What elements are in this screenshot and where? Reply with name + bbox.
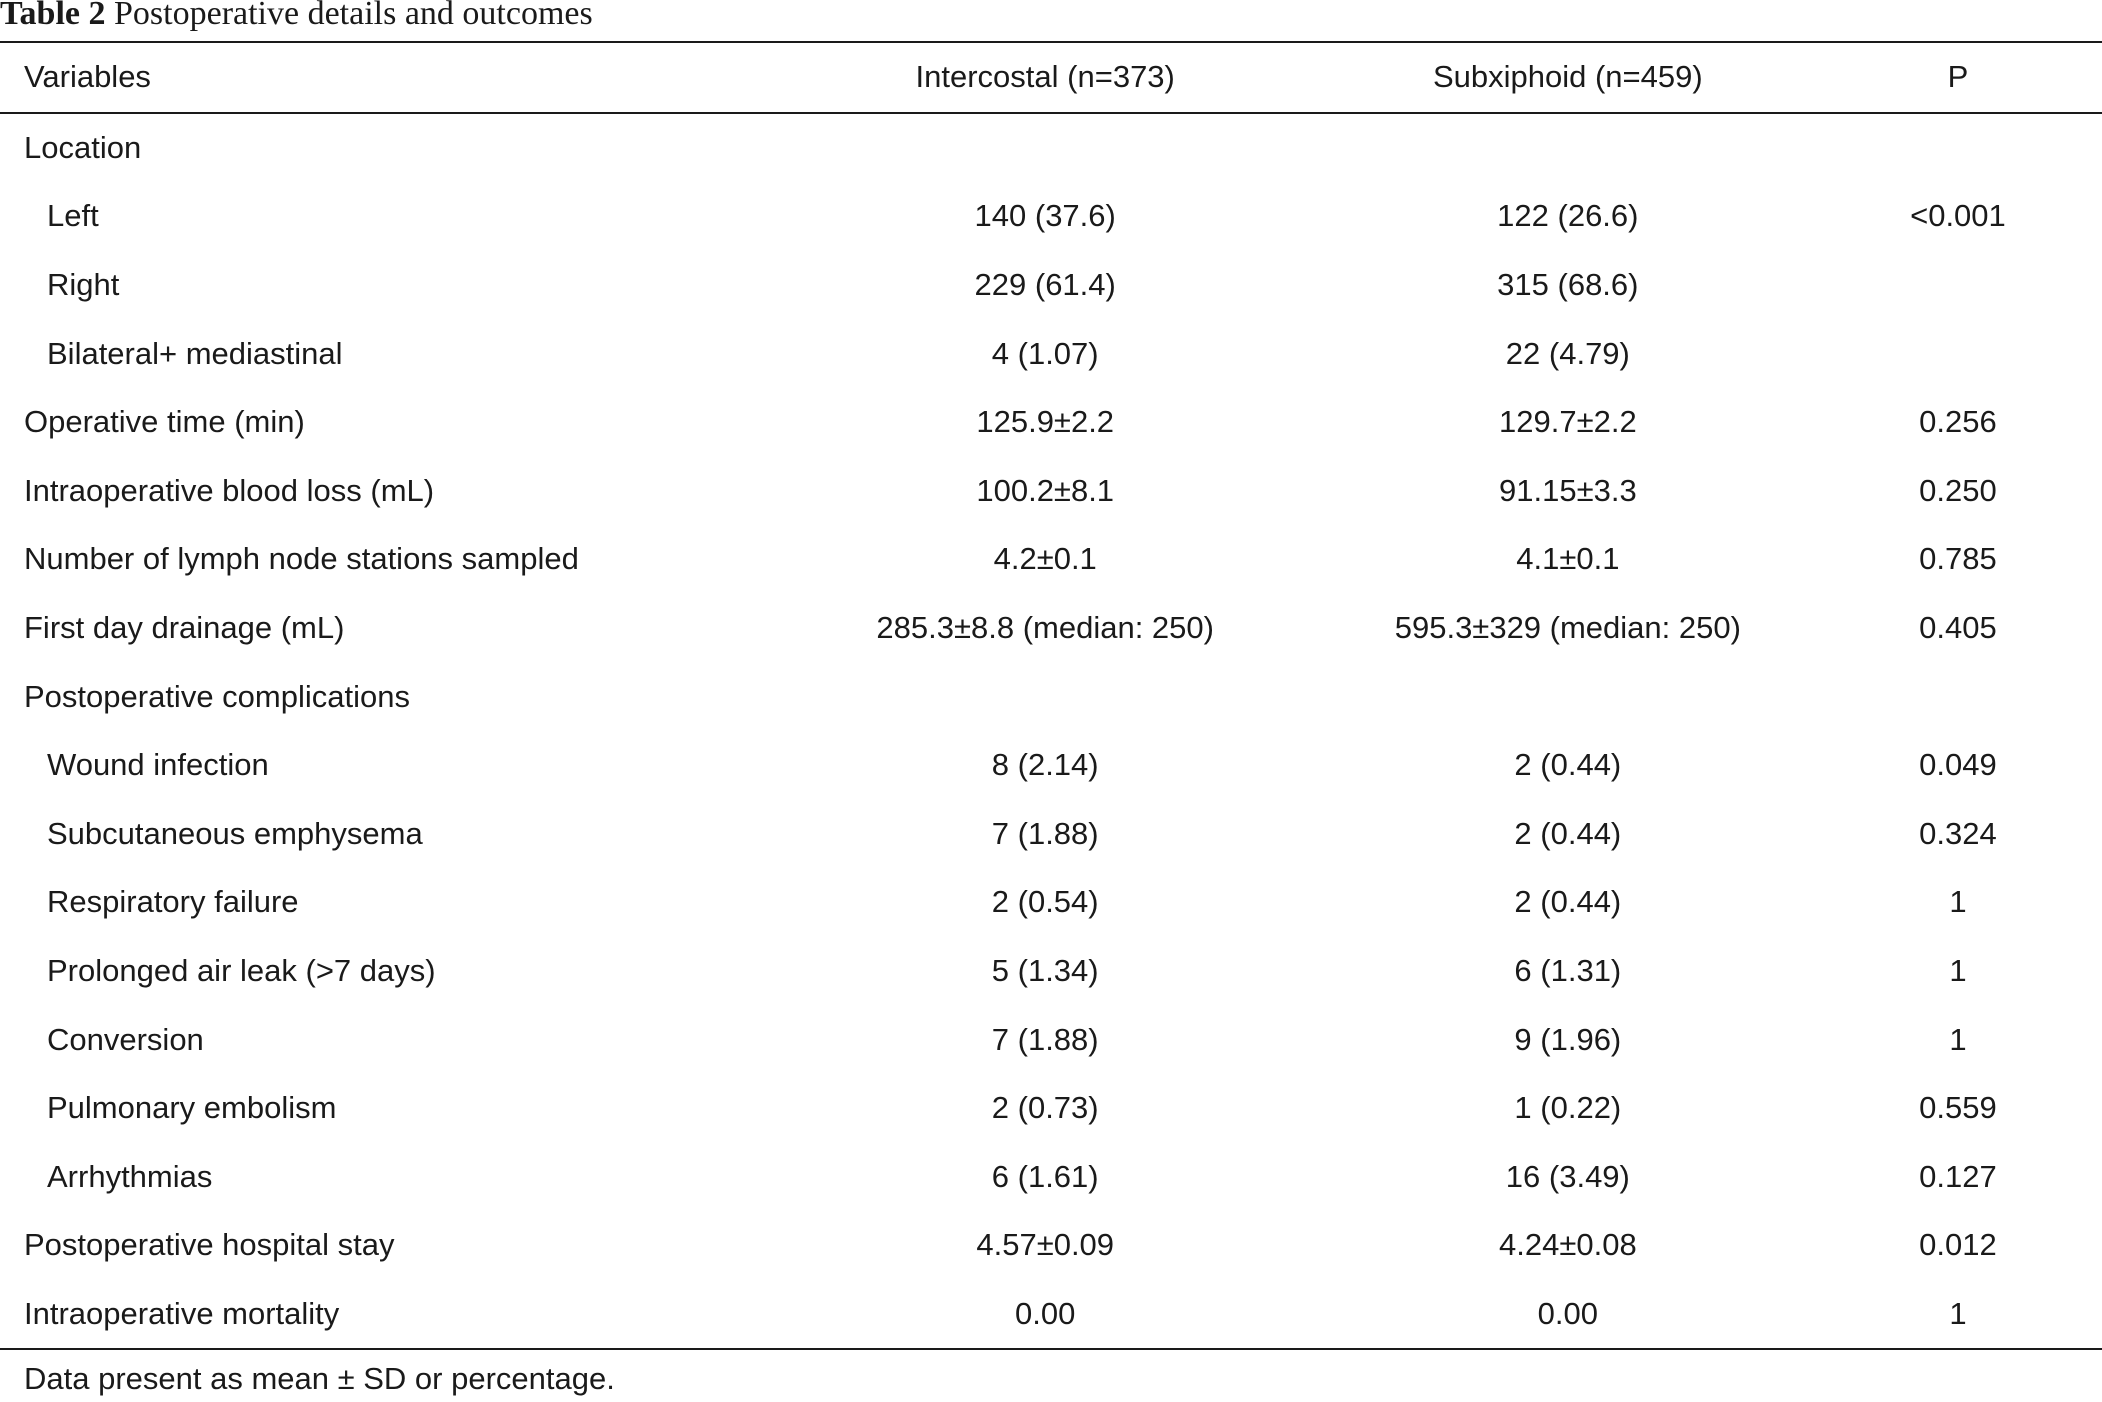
table-row — [0, 457, 2102, 526]
row-p-value-cell: 0.049 — [1919, 747, 1997, 783]
row-intercostal-cell: 140 (37.6) — [974, 198, 1116, 234]
row-variable-cell: Intraoperative blood loss (mL) — [24, 472, 435, 508]
table-row — [0, 937, 2102, 1006]
row-p-value-cell — [1854, 662, 2102, 731]
table-row — [0, 662, 2102, 731]
row-subxiphoid-cell: 315 (68.6) — [1497, 267, 1639, 303]
row-variable-cell: Bilateral+ mediastinal — [47, 335, 343, 371]
row-intercostal-cell: 5 (1.34) — [991, 953, 1099, 989]
row-variable-cell: Intraoperative mortality — [24, 1295, 340, 1331]
row-subxiphoid-cell: 9 (1.96) — [1514, 1021, 1622, 1057]
row-variable-cell: Subcutaneous emphysema — [47, 815, 423, 851]
table-row — [0, 1074, 2102, 1143]
row-intercostal-cell — [809, 113, 1282, 183]
table-body — [0, 113, 2102, 1350]
row-intercostal-cell — [809, 662, 1282, 731]
row-p-value-cell: 0.785 — [1919, 541, 1997, 577]
row-variable-cell: Number of lymph node stations sampled — [24, 541, 579, 577]
row-variable-cell: Prolonged air leak (>7 days) — [47, 953, 436, 989]
table-caption-text: Postoperative details and outcomes — [114, 0, 593, 32]
row-subxiphoid-cell — [1282, 662, 1854, 731]
row-intercostal-cell: 6 (1.61) — [991, 1158, 1099, 1194]
row-subxiphoid-cell: 22 (4.79) — [1505, 335, 1630, 371]
row-subxiphoid-cell: 122 (26.6) — [1497, 198, 1639, 234]
row-subxiphoid-cell: 0.00 — [1537, 1295, 1599, 1331]
row-subxiphoid-cell: 16 (3.49) — [1505, 1158, 1630, 1194]
row-variable-cell: Pulmonary embolism — [47, 1090, 337, 1126]
row-variable-cell: Postoperative complications — [24, 678, 410, 714]
row-p-value-cell — [1854, 251, 2102, 320]
row-variable-cell: Right — [47, 267, 120, 303]
row-intercostal-cell: 125.9±2.2 — [976, 404, 1115, 440]
table-header-row — [0, 42, 2102, 113]
row-intercostal-cell: 7 (1.88) — [991, 815, 1099, 851]
header-intercostal: Intercostal (n=373) — [915, 59, 1175, 95]
table-row — [0, 800, 2102, 869]
row-subxiphoid-cell: 595.3±329 (median: 250) — [1394, 610, 1741, 646]
row-p-value-cell — [1854, 319, 2102, 388]
table-row — [0, 1005, 2102, 1074]
row-intercostal-cell: 100.2±8.1 — [976, 472, 1115, 508]
table-caption — [0, 0, 593, 34]
table-row — [0, 113, 2102, 183]
outcomes-table — [0, 41, 2102, 1350]
table-row — [0, 868, 2102, 937]
row-intercostal-cell: 2 (0.73) — [991, 1090, 1099, 1126]
row-variable-cell: Respiratory failure — [47, 884, 299, 920]
table-footnote: Data present as mean ± SD or percentage. — [24, 1361, 615, 1396]
row-intercostal-cell: 7 (1.88) — [991, 1021, 1099, 1057]
row-variable-cell: Arrhythmias — [47, 1158, 213, 1194]
row-intercostal-cell: 229 (61.4) — [974, 267, 1116, 303]
row-intercostal-cell: 2 (0.54) — [991, 884, 1099, 920]
row-intercostal-cell: 4.2±0.1 — [993, 541, 1097, 577]
row-subxiphoid-cell: 6 (1.31) — [1514, 953, 1622, 989]
table-row — [0, 1211, 2102, 1280]
row-p-value-cell: 0.012 — [1919, 1227, 1997, 1263]
table-row — [0, 182, 2102, 251]
table-row — [0, 525, 2102, 594]
row-intercostal-cell: 285.3±8.8 (median: 250) — [876, 610, 1214, 646]
row-p-value-cell: 0.127 — [1919, 1158, 1997, 1194]
table-row — [0, 594, 2102, 663]
table-row — [0, 1280, 2102, 1350]
header-variables: Variables — [24, 59, 151, 95]
row-subxiphoid-cell: 4.1±0.1 — [1516, 541, 1620, 577]
row-subxiphoid-cell: 1 (0.22) — [1514, 1090, 1622, 1126]
row-p-value-cell: 0.405 — [1919, 610, 1997, 646]
row-subxiphoid-cell: 91.15±3.3 — [1499, 472, 1637, 508]
row-p-value-cell: 0.250 — [1919, 472, 1997, 508]
table-caption-label: Table 2 — [0, 0, 106, 32]
row-intercostal-cell: 8 (2.14) — [991, 747, 1099, 783]
row-variable-cell: Location — [24, 129, 142, 165]
row-subxiphoid-cell: 2 (0.44) — [1514, 815, 1622, 851]
row-variable-cell: Left — [47, 198, 99, 234]
row-subxiphoid-cell: 2 (0.44) — [1514, 884, 1622, 920]
row-p-value-cell: 1 — [1949, 953, 1967, 989]
row-variable-cell: Conversion — [47, 1021, 204, 1057]
row-p-value-cell: 1 — [1949, 1021, 1967, 1057]
table-row — [0, 251, 2102, 320]
row-variable-cell: Operative time (min) — [24, 404, 305, 440]
row-p-value-cell: 1 — [1949, 1295, 1967, 1331]
row-p-value-cell: 1 — [1949, 884, 1967, 920]
row-intercostal-cell: 0.00 — [1015, 1295, 1076, 1331]
row-variable-cell: First day drainage (mL) — [24, 610, 345, 646]
table-row — [0, 388, 2102, 457]
row-variable-cell: Wound infection — [47, 747, 269, 783]
table-row — [0, 1143, 2102, 1212]
row-variable-cell: Postoperative hospital stay — [24, 1227, 395, 1263]
header-subxiphoid: Subxiphoid (n=459) — [1432, 59, 1703, 95]
row-intercostal-cell: 4.57±0.09 — [976, 1227, 1115, 1263]
row-p-value-cell: 0.559 — [1919, 1090, 1997, 1126]
row-p-value-cell — [1854, 113, 2102, 183]
table-row — [0, 319, 2102, 388]
header-p-value: P — [1947, 59, 1969, 95]
row-p-value-cell: <0.001 — [1910, 198, 2006, 234]
row-intercostal-cell: 4 (1.07) — [991, 335, 1099, 371]
row-subxiphoid-cell: 4.24±0.08 — [1499, 1227, 1637, 1263]
table-row — [0, 731, 2102, 800]
row-subxiphoid-cell: 2 (0.44) — [1514, 747, 1622, 783]
row-p-value-cell: 0.324 — [1919, 815, 1997, 851]
row-subxiphoid-cell — [1282, 113, 1854, 183]
row-p-value-cell: 0.256 — [1919, 404, 1997, 440]
row-subxiphoid-cell: 129.7±2.2 — [1499, 404, 1637, 440]
